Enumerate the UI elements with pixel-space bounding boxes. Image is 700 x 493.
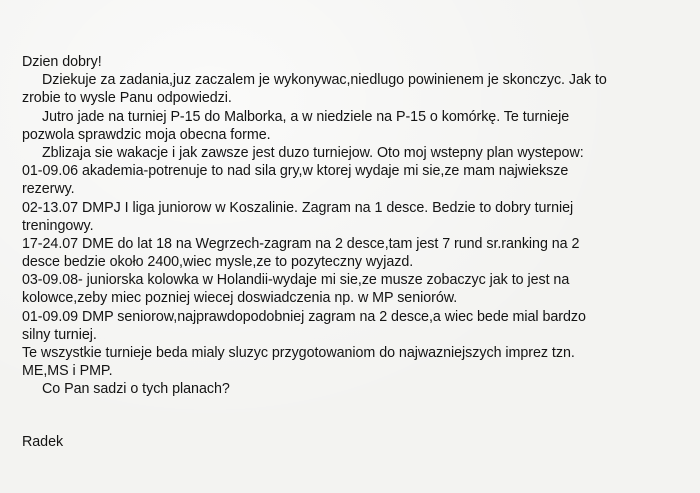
schedule-line: silny turniej. [22, 326, 97, 343]
summary-line: ME,MS i PMP. [22, 363, 113, 380]
closing-question: Co Pan sadzi o tych planach? [42, 381, 230, 398]
paragraph-line: Dziekuje za zadania,juz zaczalem je wykonywac,niedlugo powinienem je skonczyc. Jak to [42, 72, 607, 89]
signature: Radek [22, 433, 64, 450]
schedule-line: desce bedzie około 2400,wiec mysle,ze to pozyteczny wyjazd. [22, 254, 414, 271]
blank-space [22, 417, 687, 433]
paragraph-line: Jutro jade na turniej P-15 do Malborka, a w niedziele na P-15 o komórkę. Te turnieje [42, 108, 570, 125]
schedule-line: 02-13.07 DMPJ I liga juniorow w Koszalinie. Zagram na 1 desce. Bedzie to dobry turniej [22, 199, 574, 216]
paragraph-line: zrobie to wysle Panu odpowiedzi. [22, 90, 232, 107]
schedule-line: treningowy. [22, 217, 94, 234]
schedule-line: 01-09.09 DMP seniorow,najprawdopodobniej zagram na 2 desce,a wiec bede mial bardzo [22, 308, 586, 325]
blank-space [22, 399, 687, 417]
schedule-line: 03-09.08- juniorska kolowka w Holandii-wydaje mi sie,ze musze zobaczyc jak to jest na [22, 272, 570, 289]
letter-body [22, 53, 687, 451]
greeting: Dzien dobry! [22, 54, 102, 70]
schedule-line: 01-09.06 akademia-potrenuje to nad sila gry,w ktorej wydaje mi sie,ze mam najwieksze [22, 163, 569, 180]
schedule-line: kolowce,zeby miec pozniej wiecej doswiadczenia np. w MP seniorów. [22, 290, 458, 307]
schedule-line: 17-24.07 DME do lat 18 na Wegrzech-zagram na 2 desce,tam jest 7 rund sr.ranking na 2 [22, 235, 580, 252]
paragraph-line: pozwola sprawdzic moja obecna forme. [22, 126, 271, 143]
paragraph-line: Zblizaja sie wakacje i jak zawsze jest duzo turniejow. Oto moj wstepny plan wystepow: [42, 144, 584, 161]
schedule-line: rezerwy. [22, 181, 75, 198]
summary-line: Te wszystkie turnieje beda mialy sluzyc przygotowaniom do najwazniejszych imprez tzn. [22, 345, 575, 361]
